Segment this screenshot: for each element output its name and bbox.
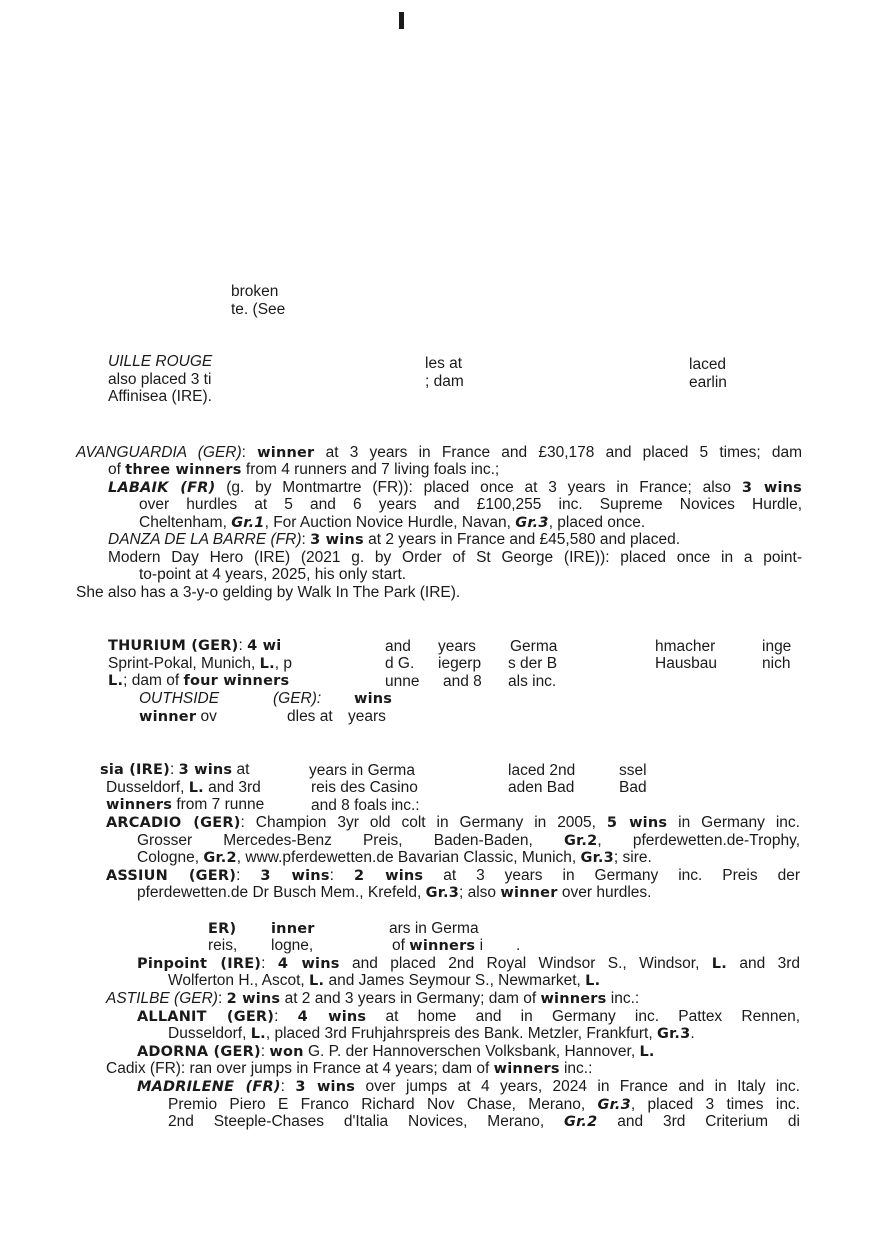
fragment-text: laced: [689, 356, 727, 373]
fragment-text: d G.: [385, 655, 415, 672]
fragment-text: and 8: [443, 673, 482, 690]
pedigree-entry: AVANGUARDIA (GER): winner at 3 years in France and £30,178 and placed 5 times; dam: [76, 444, 803, 461]
fragment-text: laced 2nd: [508, 762, 576, 779]
fragment-text: years in Germa: [309, 762, 415, 779]
pedigree-entry: 2nd Steeple-Chases d'Italia Novices, Merano, Gr.2 and 3rd Criterium di: [168, 1113, 800, 1130]
fragment-text: ; dam: [425, 373, 464, 390]
pedigree-entry: sia (IRE): 3 wins at: [100, 761, 250, 778]
pedigree-entry: L.; dam of four winners: [108, 672, 290, 689]
fragment-text: als inc.: [508, 673, 557, 690]
fragment-text: .: [516, 937, 521, 954]
pedigree-entry: winners from 7 runne: [106, 796, 265, 813]
fragment-text: also placed 3 ti: [108, 371, 212, 388]
fragment-text: and 8 foals inc.:: [311, 797, 420, 814]
pedigree-entry: DANZA DE LA BARRE (FR): 3 wins at 2 years in France and £45,580 and placed.: [108, 531, 681, 548]
fragment-text: years: [438, 638, 476, 655]
pedigree-entry: ALLANIT (GER): 4 wins at home and in Germany inc. Pattex Rennen,: [137, 1008, 801, 1025]
fragment-text: nich: [762, 655, 791, 672]
pedigree-entry: OUTHSIDE: [139, 690, 220, 707]
pedigree-entry: Dusseldorf, L. and 3rd: [106, 779, 261, 796]
fragment-text: Affinisea (IRE).: [108, 388, 212, 405]
pedigree-entry: ASTILBE (GER): 2 wins at 2 and 3 years in Germany; dam of winners inc.:: [106, 990, 640, 1007]
fragment-text: unne: [385, 673, 420, 690]
pedigree-entry: Dusseldorf, L., placed 3rd Fruhjahrspreis des Bank. Metzler, Frankfurt, Gr.3.: [168, 1025, 695, 1042]
fragment-text: inner: [271, 921, 315, 937]
pedigree-entry: Cheltenham, Gr.1, For Auction Novice Hurdle, Navan, Gr.3, placed once.: [139, 514, 646, 531]
pedigree-entry: ASSIUN (GER): 3 wins: 2 wins at 3 years in Germany inc. Preis der: [106, 867, 800, 884]
fragment-text: and: [385, 638, 411, 655]
fragment-text: les at: [425, 355, 463, 372]
fragment-text: reis,: [208, 937, 238, 954]
pedigree-entry: over hurdles at 5 and 6 years and £100,255 inc. Supreme Novices Hurdle,: [139, 496, 802, 513]
fragment-text: of winners i: [392, 937, 484, 954]
pedigree-entry: Cologne, Gr.2, www.pferdewetten.de Bavarian Classic, Munich, Gr.3; sire.: [137, 849, 652, 866]
pedigree-entry: (GER):: [273, 690, 322, 707]
pedigree-entry: winner ov: [139, 708, 217, 725]
pedigree-entry: Wolferton H., Ascot, L. and James Seymour S., Newmarket, L.: [168, 972, 601, 989]
pedigree-entry: pferdewetten.de Dr Busch Mem., Krefeld, Gr.3; also winner over hurdles.: [137, 884, 652, 901]
fragment-text: Germa: [510, 638, 558, 655]
pedigree-entry: Pinpoint (IRE): 4 wins and placed 2nd Royal Windsor S., Windsor, L. and 3rd: [137, 955, 800, 972]
fragment-text: earlin: [689, 374, 727, 391]
fragment-text: s der B: [508, 655, 558, 672]
fragment-text: UILLE ROUGE: [108, 353, 213, 370]
pedigree-entry: Grosser Mercedes-Benz Preis, Baden-Baden, Gr.2, pferdewetten.de-Trophy,: [137, 832, 800, 849]
pedigree-entry: THURIUM (GER): 4 wi: [108, 637, 282, 654]
header-mark: [399, 12, 404, 29]
pedigree-entry: LABAIK (FR) (g. by Montmartre (FR)): placed once at 3 years in France; also 3 wins: [108, 479, 802, 496]
fragment-text: hmacher: [655, 638, 716, 655]
pedigree-entry: MADRILENE (FR): 3 wins over jumps at 4 years, 2024 in France and in Italy inc.: [137, 1078, 800, 1095]
fragment-text: broken: [231, 283, 279, 300]
pedigree-entry: ARCADIO (GER): Champion 3yr old colt in Germany in 2005, 5 wins in Germany inc.: [106, 814, 800, 831]
fragment-text: te. (See: [231, 301, 286, 318]
pedigree-entry: Modern Day Hero (IRE) (2021 g. by Order of St George (IRE)): placed once in a point-: [108, 549, 802, 566]
fragment-text: aden Bad: [508, 779, 575, 796]
fragment-text: reis des Casino: [311, 779, 418, 796]
pedigree-entry: Sprint-Pokal, Munich, L., p: [108, 655, 293, 672]
fragment-text: Hausbau: [655, 655, 718, 672]
fragment-text: inge: [762, 638, 792, 655]
pedigree-entry: Premio Piero E Franco Richard Nov Chase, Merano, Gr.3, placed 3 times inc.: [168, 1096, 800, 1113]
fragment-text: dles at: [287, 708, 333, 725]
pedigree-entry: of three winners from 4 runners and 7 living foals inc.;: [108, 461, 500, 478]
pedigree-entry: to-point at 4 years, 2025, his only start.: [139, 566, 407, 583]
pedigree-entry: She also has a 3-y-o gelding by Walk In The Park (IRE).: [76, 584, 461, 601]
fragment-text: iegerp: [438, 655, 482, 672]
pedigree-entry: wins: [354, 691, 393, 707]
fragment-text: ars in Germa: [389, 920, 479, 937]
fragment-text: years: [348, 708, 386, 725]
pedigree-entry: Cadix (FR): ran over jumps in France at 4 years; dam of winners inc.:: [106, 1060, 593, 1077]
pedigree-entry: ADORNA (GER): won G. P. der Hannoverschen Volksbank, Hannover, L.: [137, 1043, 655, 1060]
fragment-text: ssel: [619, 762, 647, 779]
fragment-text: Bad: [619, 779, 647, 796]
fragment-text: ER): [208, 921, 237, 937]
fragment-text: logne,: [271, 937, 314, 954]
